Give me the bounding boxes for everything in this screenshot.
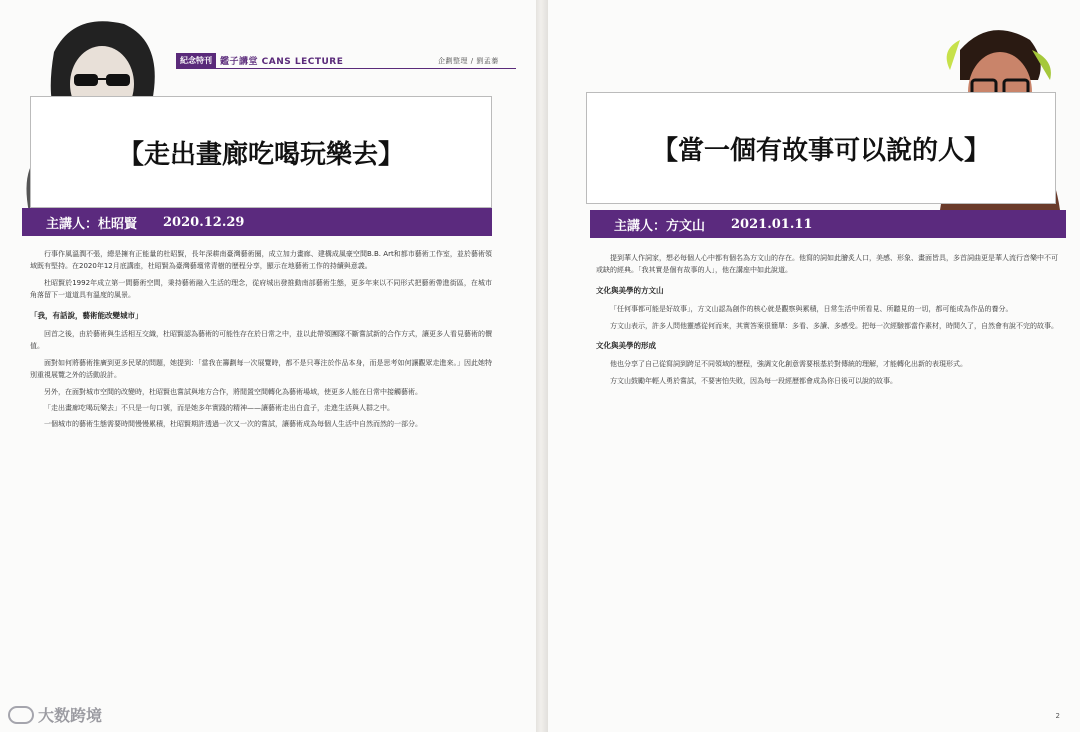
paragraph: 提到華人作詞家，想必每個人心中都有個名為方文山的存在。他寫的詞如此膾炙人口，美感、形象、畫面皆具，多首詞曲更是華人流行音樂中不可或缺的經典。「我其實是個有故事的人」，他在講座中如此說道。 [596,254,1058,275]
divider [176,68,516,69]
right-speaker-bar [590,210,1066,238]
book-gutter [536,0,548,732]
paragraph: 杜昭賢於1992年成立第一間藝術空間，秉持藝術融入生活的理念，從府城出發推動南部藝術生態，更多年來以不同形式把藝術帶進街區，在城市角落留下一道道具有溫度的風景。 [30,278,492,300]
left-article-body [30,248,492,698]
lecture-title: 【走出畫廊吃喝玩樂去】 [117,139,404,170]
page-number: 2 [1055,712,1060,720]
watermark-text: 大数跨境 [38,706,103,725]
lecture-date: 2021.01.11 [731,216,813,232]
subheading: 文化與美學的形成 [596,341,656,351]
paragraph: 「任何事都可能是好故事」，方文山認為創作的核心就是觀察與累積，日常生活中所看見、所聽見的一切，都可能成為作品的養分。 [610,305,1013,314]
paragraph: 另外，在面對城市空間的改變時，杜昭賢也嘗試與地方合作，將閒置空間轉化為藝術場域，使更多人能在日常中接觸藝術。 [44,387,422,396]
paragraph: 「走出畫廊吃喝玩樂去」不只是一句口號，而是她多年實踐的精神——讓藝術走出白盒子，走進生活與人群之中。 [44,404,394,413]
watermark [8,703,102,726]
left-title-box [30,96,492,208]
right-page [438,0,1080,732]
paragraph: 面對如何將藝術推廣到更多民眾的問題，她提到：「當我在籌劃每一次展覽時，都不是只專注於作品本身，而是思考如何讓觀眾走進來。」因此她特別重視展覽之外的活動設計。 [30,358,492,380]
left-speaker-bar [22,208,492,236]
paragraph: 方文山鼓勵年輕人勇於嘗試，不要害怕失敗，因為每一段經歷都會成為你日後可以說的故事。 [610,376,897,385]
right-title-box [586,92,1056,204]
watermark-logo-icon [8,706,34,724]
subheading: 文化與美學的方文山 [596,285,664,295]
subheading: 「我，有話說，藝術能改變城市」 [30,310,143,320]
editor-credit: 企劃整理 / 劉孟蓁 [438,57,499,65]
right-article-body [596,252,1058,702]
speaker-label: 主講人：方文山 [614,218,706,234]
series-header [176,52,343,68]
paragraph: 方文山表示，許多人問他靈感從何而來，其實答案很簡單：多看、多讀、多感受。把每一次經驗都當作素材，時間久了，自然會有說不完的故事。 [610,321,1058,330]
series-name: 鑑子講堂 CANS LECTURE [220,56,344,67]
paragraph: 一個城市的藝術生態需要時間慢慢累積，杜昭賢期許透過一次又一次的嘗試，讓藝術成為每個人生活中自然而然的一部分。 [44,420,422,429]
lecture-title: 【當一個有故事可以說的人】 [651,135,990,166]
paragraph: 行事作風溫潤不張，總是擁有正能量的杜昭賢，長年深耕南臺灣藝術圈，成立加力畫廊、建構成風豪空間B.B. Art和都市藝術工作室，並於藝術領域既有堅持。在2020年12月底講座，杜昭賢為臺灣藝壇常青樹的歷程分享，顯示在地藝術工作的持續與意義。 [30,250,492,271]
left-page [0,0,536,732]
speaker-label: 主講人：杜昭賢 [46,216,138,232]
paragraph: 回首之後，由於藝術與生活相互交織，杜昭賢認為藝術的可能性存在於日常之中，並以此帶領團隊不斷嘗試新的合作方式，讓更多人看見藝術的價值。 [30,330,492,351]
paragraph: 他也分享了自己從寫詞到跨足不同領域的歷程，強調文化創意需要根基於對傳統的理解，才能轉化出新的表現形式。 [610,360,967,369]
lecture-date: 2020.12.29 [163,214,245,230]
series-tag: 紀念特刊 [176,53,216,68]
